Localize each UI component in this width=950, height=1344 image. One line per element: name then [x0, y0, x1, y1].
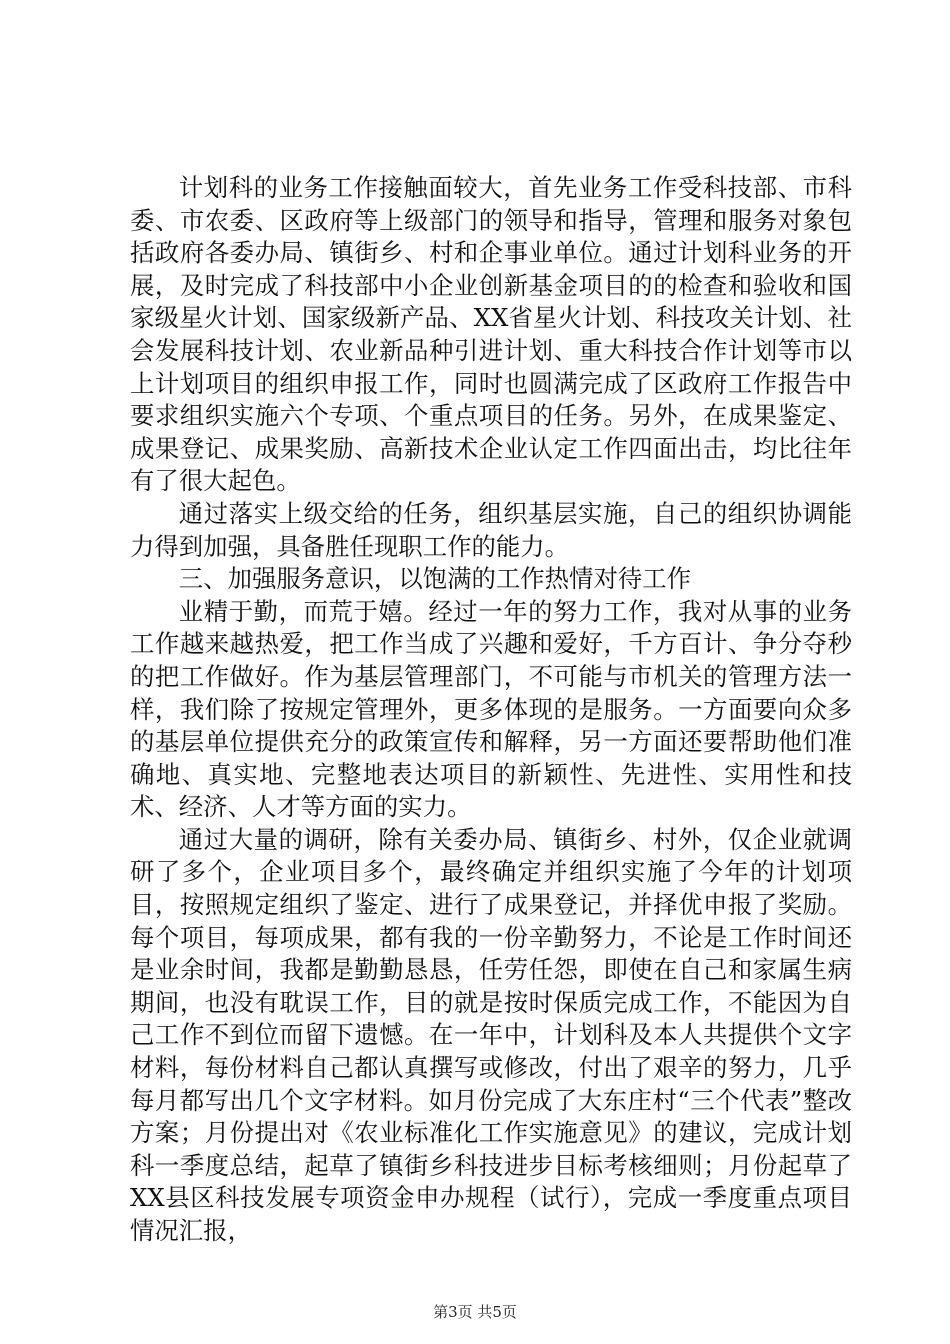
section-heading-service-awareness: 三、加强服务意识，以饱满的工作热情对待工作 [178, 564, 692, 594]
paragraph-diligence: 业精于勤，而荒于嬉。经过一年的努力工作，我对从事的业务工作越来越热爱，把工作当成了兴趣和爱好，千方百计、争分夺秒的把工作做好。作为基层管理部门，不可能与市机关的管理方法一样，我们除了按规定管理外，更多体现的是服务。一方面要向众多的基层单位提供充分的政策宣传和解释，另一方面还要帮助他们准确地、真实地、完整地表达项目的新颖性、先进性、实用性和技术、经济、人才等方面的实力。 [130, 596, 852, 822]
paragraph-planning-duties: 计划科的业务工作接触面较大，首先业务工作受科技部、市科委、市农委、区政府等上级部门的领导和指导，管理和服务对象包括政府各委办局、镇街乡、村和企事业单位。通过计划科业务的开展，及时完成了科技部中小企业创新基金项目的的检查和验收和国家级星火计划、国家级新产品、XX省星火计划、科技攻关计划、社会发展科技计划、农业新品种引进计划、重大科技合作计划等市以上计划项目的组织申报工作，同时也圆满完成了区政府工作报告中要求组织实施六个专项、个重点项目的任务。另外，在成果鉴定、成果登记、成果奖励、高新技术企业认定工作四面出击，均比往年有了很大起色。 [130, 173, 852, 496]
document-body [130, 172, 852, 1248]
paragraph-research-work: 通过大量的调研，除有关委办局、镇街乡、村外，仅企业就调研了多个，企业项目多个，最终确定并组织实施了今年的计划项目，按照规定组织了鉴定、进行了成果登记，并择优申报了奖励。每个项目，每项成果，都有我的一份辛勤努力，不论是工作时间还是业余时间，我都是勤勤恳恳，任劳任怨，即使在自己和家属生病期间，也没有耽误工作，目的就是按时保质完成工作，不能因为自己工作不到位而留下遗憾。在一年中，计划科及本人共提供个文字材料，每份材料自己都认真撰写或修改，付出了艰辛的努力，几乎每月都写出几个文字材料。如月份完成了大东庄村“三个代表”整改方案；月份提出对《农业标准化工作实施意见》的建议，完成计划科一季度总结，起草了镇街乡科技进步目标考核细则；月份起草了XX县区科技发展专项资金申办规程（试行），完成一季度重点项目情况汇报， [130, 824, 852, 1245]
page-number-footer: 第3页 共5页 [433, 1303, 517, 1321]
paragraph-coordination-ability: 通过落实上级交给的任务，组织基层实施，自己的组织协调能力得到加强，具备胜任现职工作的能力。 [130, 498, 852, 561]
